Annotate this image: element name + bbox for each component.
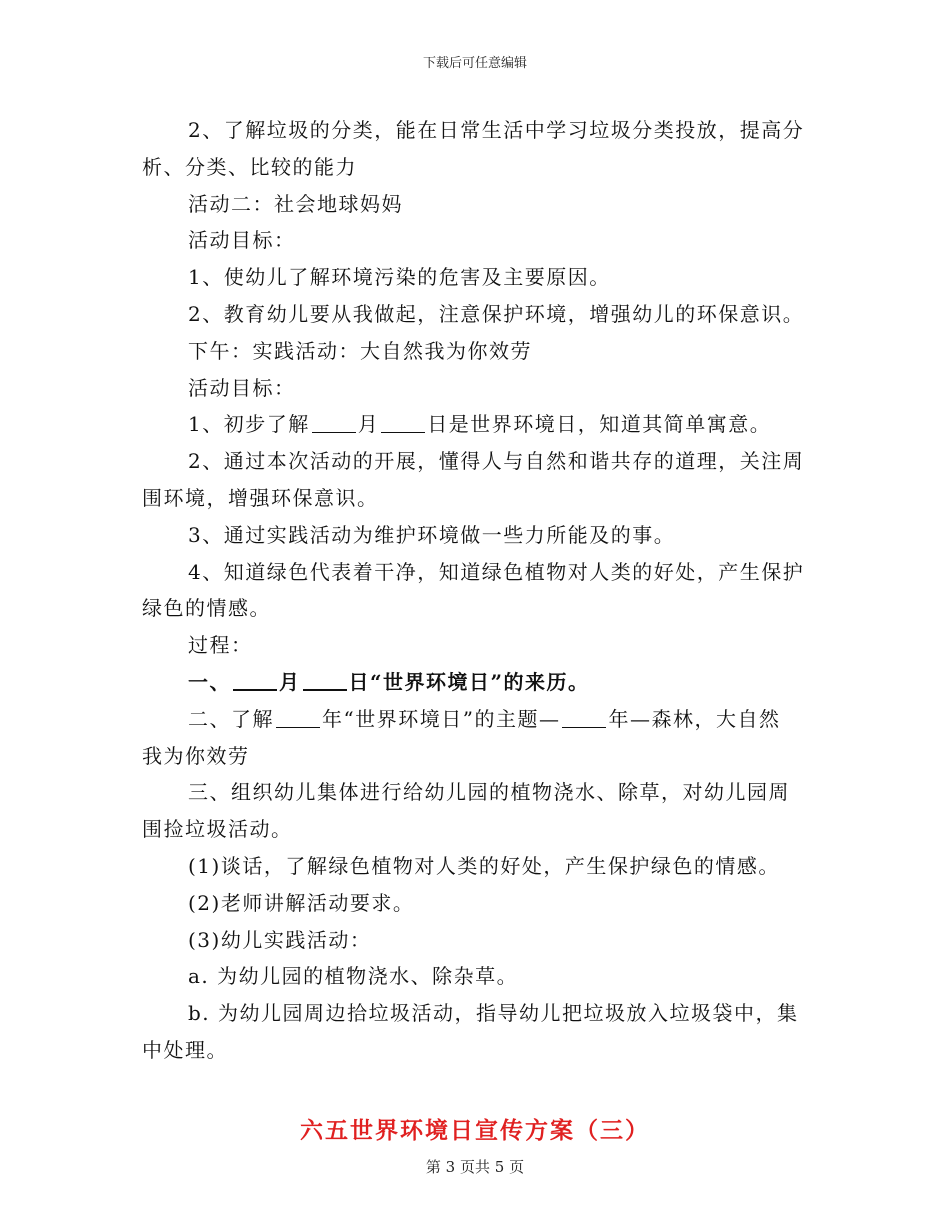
paragraph-line: 三、组织幼儿集体进行给幼儿园的植物浇水、除草，对幼儿园周 bbox=[188, 780, 790, 805]
list-item: (3)幼儿实践活动： bbox=[188, 927, 372, 952]
section-title: 六五世界环境日宣传方案（三） bbox=[300, 1117, 650, 1144]
text-segment: 日是世界环境日，知道其简单寓意。 bbox=[427, 412, 772, 437]
process-heading: 过程： bbox=[188, 633, 253, 658]
bold-heading-line bbox=[142, 664, 810, 701]
text-segment: 月 bbox=[357, 412, 380, 437]
list-item: b. 为幼儿园周边拾垃圾活动，指导幼儿把垃圾放入垃圾袋中，集 bbox=[188, 1001, 799, 1026]
paragraph-line: 围环境，增强环保意识。 bbox=[142, 485, 379, 510]
text-segment: 月 bbox=[279, 669, 301, 694]
text-segment: 1、初步了解 bbox=[188, 412, 310, 437]
text-segment: 二、了解 bbox=[188, 706, 274, 731]
paragraph-line: 3、通过实践活动为维护环境做一些力所能及的事。 bbox=[188, 522, 676, 547]
paragraph-line bbox=[142, 701, 810, 738]
activity-heading: 下午：实践活动：大自然我为你效劳 bbox=[188, 338, 532, 363]
paragraph-line: 2、通过本次活动的开展，懂得人与自然和谐共存的道理，关注周 bbox=[188, 449, 805, 474]
activity-heading: 活动二：社会地球妈妈 bbox=[188, 191, 403, 216]
paragraph-line: 2、教育幼儿要从我做起，注意保护环境，增强幼儿的环保意识。 bbox=[188, 301, 805, 326]
text-segment: 日“世界环境日”的来历。 bbox=[348, 669, 590, 694]
text-segment: 年“世界环境日”的主题— bbox=[322, 706, 561, 731]
fill-blank bbox=[562, 709, 606, 728]
paragraph-line: 析、分类、比较的能力 bbox=[142, 154, 357, 179]
page-footer: 第 3 页共 5 页 bbox=[425, 1158, 525, 1176]
list-item: (2)老师讲解活动要求。 bbox=[188, 890, 415, 915]
goal-heading: 活动目标： bbox=[188, 228, 296, 253]
paragraph-line: 1、使幼儿了解环境污染的危害及主要原因。 bbox=[188, 265, 611, 290]
paragraph-line: 中处理。 bbox=[142, 1037, 228, 1062]
paragraph-line bbox=[142, 406, 810, 443]
fill-blank bbox=[276, 709, 320, 728]
paragraph-line: 4、知道绿色代表着干净，知道绿色植物对人类的好处，产生保护 bbox=[188, 559, 805, 584]
text-segment: 年—森林，大自然 bbox=[608, 706, 781, 731]
fill-blank bbox=[233, 671, 277, 691]
text-segment: 一、 bbox=[188, 669, 231, 694]
document-body bbox=[142, 112, 810, 1069]
fill-blank bbox=[303, 671, 347, 691]
paragraph-line: 绿色的情感。 bbox=[142, 596, 271, 621]
fill-blank bbox=[381, 414, 425, 433]
paragraph-line: 围捡垃圾活动。 bbox=[142, 817, 293, 842]
list-item: a. 为幼儿园的植物浇水、除杂草。 bbox=[188, 964, 519, 989]
paragraph-line: 我为你效劳 bbox=[142, 743, 250, 768]
list-item: (1)谈话，了解绿色植物对人类的好处，产生保护绿色的情感。 bbox=[188, 853, 780, 878]
fill-blank bbox=[312, 414, 356, 433]
goal-heading: 活动目标： bbox=[188, 375, 296, 400]
page-header: 下载后可任意编辑 bbox=[422, 56, 527, 71]
paragraph-line: 2、了解垃圾的分类，能在日常生活中学习垃圾分类投放，提高分 bbox=[188, 118, 805, 142]
